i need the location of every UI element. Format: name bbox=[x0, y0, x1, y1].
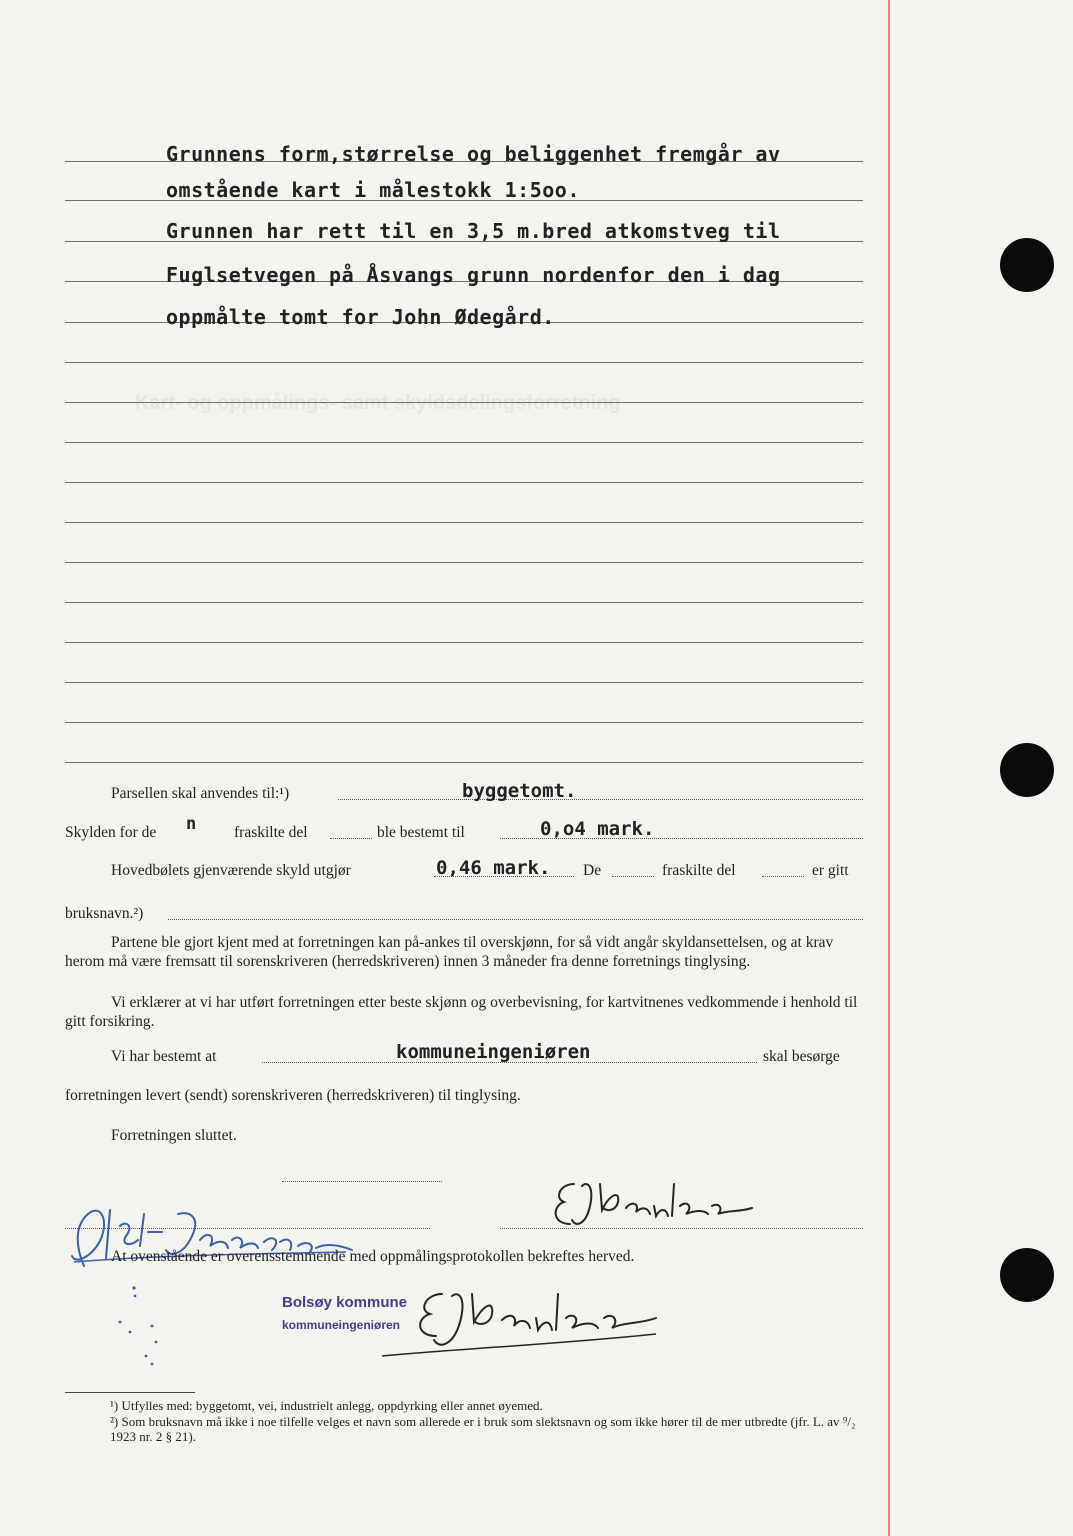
bruksnavn-label: bruksnavn.²) bbox=[65, 905, 144, 922]
hovedbol-label-d: er gitt bbox=[812, 862, 849, 879]
rule-line bbox=[65, 482, 863, 483]
footnote-separator bbox=[65, 1392, 195, 1393]
typed-line-2: omstående kart i målestokk 1:5oo. bbox=[166, 178, 580, 202]
footnote-2-text: Som bruksnavn må ikke i noe tilfelle velges et navn som allerede er i bruk som slektsnavn og som ikke hører til de mer utbredte (jfr. L. av ⁹/₂ 1923 nr. 2 § 21). bbox=[110, 1414, 856, 1444]
punch-hole-top bbox=[1000, 238, 1054, 292]
rule-line bbox=[65, 522, 863, 523]
bruksnavn-fill-line bbox=[168, 919, 863, 920]
hovedbol-label-c: fraskilte del bbox=[662, 862, 736, 879]
skylden-fill-line-a bbox=[330, 838, 372, 839]
paragraph-appeal: Partene ble gjort kjent med at forretningen kan på-ankes til overskjønn, for så vidt angår skyldansettelsen, og at krav herom må være fremsatt til sorenskriveren (herredskriveren) innen 3 måneder fra denne forretnings tinglysing. bbox=[65, 934, 834, 970]
hovedbol-fill-line-c bbox=[762, 876, 804, 877]
hovedbol-label-a: Hovedbølets gjenværende skyld utgjør bbox=[111, 862, 351, 879]
levert-text: forretningen levert (sendt) sorenskriveren (herredskriveren) til tinglysing. bbox=[65, 1087, 521, 1104]
bleed-through-text: Kart- og oppmålings- samt skyldsdelingsforretning bbox=[135, 392, 621, 414]
signature-right-image bbox=[548, 1176, 758, 1234]
stamp-signature-image bbox=[380, 1282, 670, 1362]
footnote-2 bbox=[110, 1414, 870, 1444]
hovedbol-fill-line-b bbox=[612, 876, 654, 877]
stamp-line-2: kommuneingeniøren bbox=[282, 1318, 401, 1332]
parsellen-fill-line bbox=[338, 799, 863, 800]
skylden-label-c: ble bestemt til bbox=[377, 824, 465, 841]
rule-line bbox=[65, 722, 863, 723]
sluttet-text: Forretningen sluttet. bbox=[111, 1127, 237, 1144]
skylden-label-a: Skylden for de bbox=[65, 824, 157, 841]
rule-line bbox=[65, 402, 863, 403]
rule-line bbox=[65, 362, 863, 363]
typed-line-1: Grunnens form,størrelse og beliggenhet fremgår av bbox=[166, 142, 781, 166]
parsellen-label: Parsellen skal anvendes til:¹) bbox=[111, 785, 290, 802]
footnote-1-mark: ¹) bbox=[110, 1398, 119, 1413]
rule-line bbox=[65, 442, 863, 443]
rule-line bbox=[65, 562, 863, 563]
rule-line bbox=[65, 602, 863, 603]
typed-line-5: oppmålte tomt for John Ødegård. bbox=[166, 305, 555, 329]
rule-line bbox=[65, 682, 863, 683]
punch-hole-bottom bbox=[1000, 1248, 1054, 1302]
bestemt-label-b: skal besørge bbox=[763, 1048, 840, 1065]
footnote-1-text: Utfylles med: byggetomt, vei, industrielt anlegg, oppdyrking eller annet øyemed. bbox=[121, 1398, 543, 1413]
bestemt-label-a: Vi har bestemt at bbox=[111, 1048, 217, 1065]
hovedbol-label-b: De bbox=[583, 862, 602, 879]
paragraph-declaration: Vi erklærer at vi har utført forretningen etter beste skjønn og overbevisning, for kartvitnenes vedkommende i henhold til gitt forsikring. bbox=[65, 994, 858, 1030]
skylden-label-b: fraskilte del bbox=[234, 824, 308, 841]
punch-hole-middle bbox=[1000, 743, 1054, 797]
rule-line bbox=[65, 642, 863, 643]
certification-text: At ovenstående er overensstemmende med oppmålingsprotokollen bekreftes herved. bbox=[111, 1248, 635, 1265]
footnote-2-mark: ²) bbox=[110, 1414, 119, 1429]
signature-line-upper bbox=[282, 1181, 442, 1182]
typed-line-3: Grunnen har rett til en 3,5 m.bred atkomstveg til bbox=[166, 219, 781, 243]
typed-line-4: Fuglsetvegen på Åsvangs grunn nordenfor den i dag bbox=[166, 263, 781, 287]
stamp-line-1: Bolsøy kommune bbox=[282, 1294, 408, 1311]
rule-line bbox=[65, 762, 863, 763]
parsellen-value: byggetomt. bbox=[462, 780, 577, 802]
hovedbol-value: 0,46 mark. bbox=[436, 857, 551, 879]
skylden-superscript: n bbox=[186, 814, 197, 834]
bestemt-value: kommuneingeniøren bbox=[396, 1041, 591, 1063]
margin-line bbox=[888, 0, 890, 1536]
ink-dots bbox=[110, 1282, 170, 1372]
footnote-1 bbox=[110, 1398, 870, 1413]
skylden-value: 0,o4 mark. bbox=[540, 818, 655, 840]
